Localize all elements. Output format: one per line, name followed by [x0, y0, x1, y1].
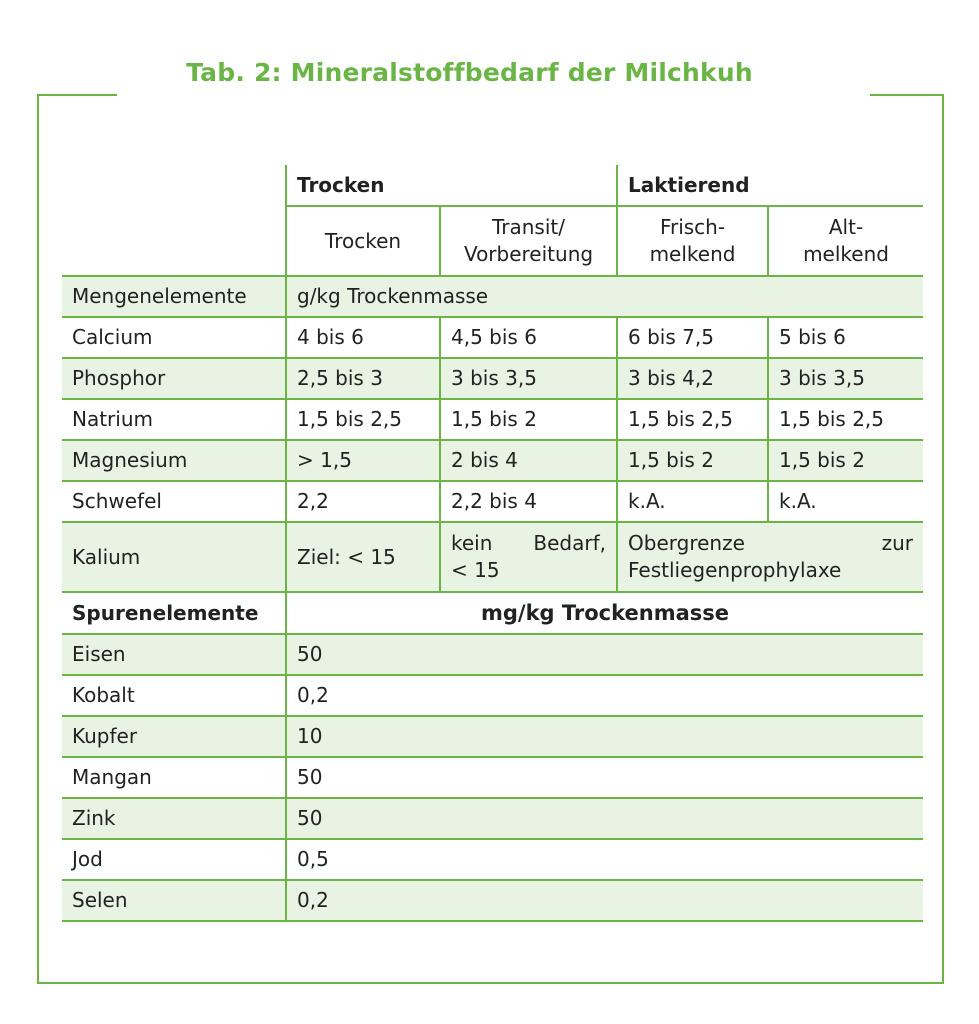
table-cell: 3 bis 3,5 — [768, 358, 923, 399]
table-cell: 6 bis 7,5 — [617, 317, 768, 358]
table-cell: 2 bis 4 — [440, 440, 617, 481]
row-label: Mangan — [62, 757, 286, 798]
row-label: Kupfer — [62, 716, 286, 757]
table-row — [62, 399, 923, 440]
section-unit: g/kg Trockenmasse — [286, 276, 923, 317]
table-row — [62, 634, 923, 675]
table-row — [62, 880, 923, 921]
table-row — [62, 358, 923, 399]
row-label: Magnesium — [62, 440, 286, 481]
table-cell: 50 — [286, 634, 923, 675]
section-row-spurenelemente — [62, 592, 923, 634]
table-row — [62, 481, 923, 522]
frame-border-top-right — [870, 94, 944, 96]
header-col-transit: Transit/ Vorbereitung — [440, 206, 617, 276]
table-cell: 3 bis 4,2 — [617, 358, 768, 399]
frame-border-top-left — [37, 94, 117, 96]
table-cell: 0,2 — [286, 675, 923, 716]
section-label: Spurenelemente — [62, 592, 286, 634]
table-cell: 50 — [286, 757, 923, 798]
table-cell: 1,5 bis 2 — [617, 440, 768, 481]
row-label: Kalium — [62, 522, 286, 592]
table-title: Tab. 2: Mineralstoffbedarf der Milchkuh — [186, 58, 753, 87]
table-row — [62, 757, 923, 798]
header-col-trocken: Trocken — [286, 206, 440, 276]
table-cell: 1,5 bis 2,5 — [286, 399, 440, 440]
table-cell: 2,5 bis 3 — [286, 358, 440, 399]
row-label: Calcium — [62, 317, 286, 358]
frame-border-left — [37, 94, 39, 984]
table-cell: 2,2 — [286, 481, 440, 522]
row-label: Jod — [62, 839, 286, 880]
table-row-kalium — [62, 522, 923, 592]
header-corner-cell — [62, 165, 286, 206]
table-cell: 5 bis 6 — [768, 317, 923, 358]
table-cell: 2,2 bis 4 — [440, 481, 617, 522]
frame-border-bottom — [37, 982, 944, 984]
row-label: Phosphor — [62, 358, 286, 399]
table-cell: 0,5 — [286, 839, 923, 880]
table-cell: 1,5 bis 2 — [440, 399, 617, 440]
table-row — [62, 440, 923, 481]
row-label: Kobalt — [62, 675, 286, 716]
table-cell: 1,5 bis 2,5 — [617, 399, 768, 440]
row-label: Natrium — [62, 399, 286, 440]
section-label: Mengenelemente — [62, 276, 286, 317]
frame-border-right — [942, 94, 944, 984]
header-sub-row — [62, 206, 923, 276]
table-cell: 10 — [286, 716, 923, 757]
table-row — [62, 798, 923, 839]
table-cell: k.A. — [768, 481, 923, 522]
table-cell: k.A. — [617, 481, 768, 522]
table-row — [62, 839, 923, 880]
table-cell: 1,5 bis 2,5 — [768, 399, 923, 440]
table-cell: kein Bedarf, < 15 — [440, 522, 617, 592]
table-cell: Ziel: < 15 — [286, 522, 440, 592]
table-cell: > 1,5 — [286, 440, 440, 481]
row-label: Eisen — [62, 634, 286, 675]
row-label: Selen — [62, 880, 286, 921]
mineral-table — [62, 165, 923, 922]
header-group-laktierend: Laktierend — [617, 165, 923, 206]
row-label: Zink — [62, 798, 286, 839]
header-group-row — [62, 165, 923, 206]
table-cell: 4,5 bis 6 — [440, 317, 617, 358]
header-group-trocken: Trocken — [286, 165, 617, 206]
section-unit: mg/kg Trockenmasse — [286, 592, 923, 634]
table-row — [62, 675, 923, 716]
table-cell: 0,2 — [286, 880, 923, 921]
header-col-altmelkend: Alt- melkend — [768, 206, 923, 276]
table-row — [62, 317, 923, 358]
table-cell: 1,5 bis 2 — [768, 440, 923, 481]
table-cell: 4 bis 6 — [286, 317, 440, 358]
row-label: Schwefel — [62, 481, 286, 522]
table-cell: 50 — [286, 798, 923, 839]
table-row — [62, 716, 923, 757]
header-col-frischmelkend: Frisch- melkend — [617, 206, 768, 276]
section-row-mengenelemente — [62, 276, 923, 317]
table-cell: 3 bis 3,5 — [440, 358, 617, 399]
table-cell: Obergrenze zur Festliegenprophylaxe — [617, 522, 923, 592]
header-corner-cell — [62, 206, 286, 276]
